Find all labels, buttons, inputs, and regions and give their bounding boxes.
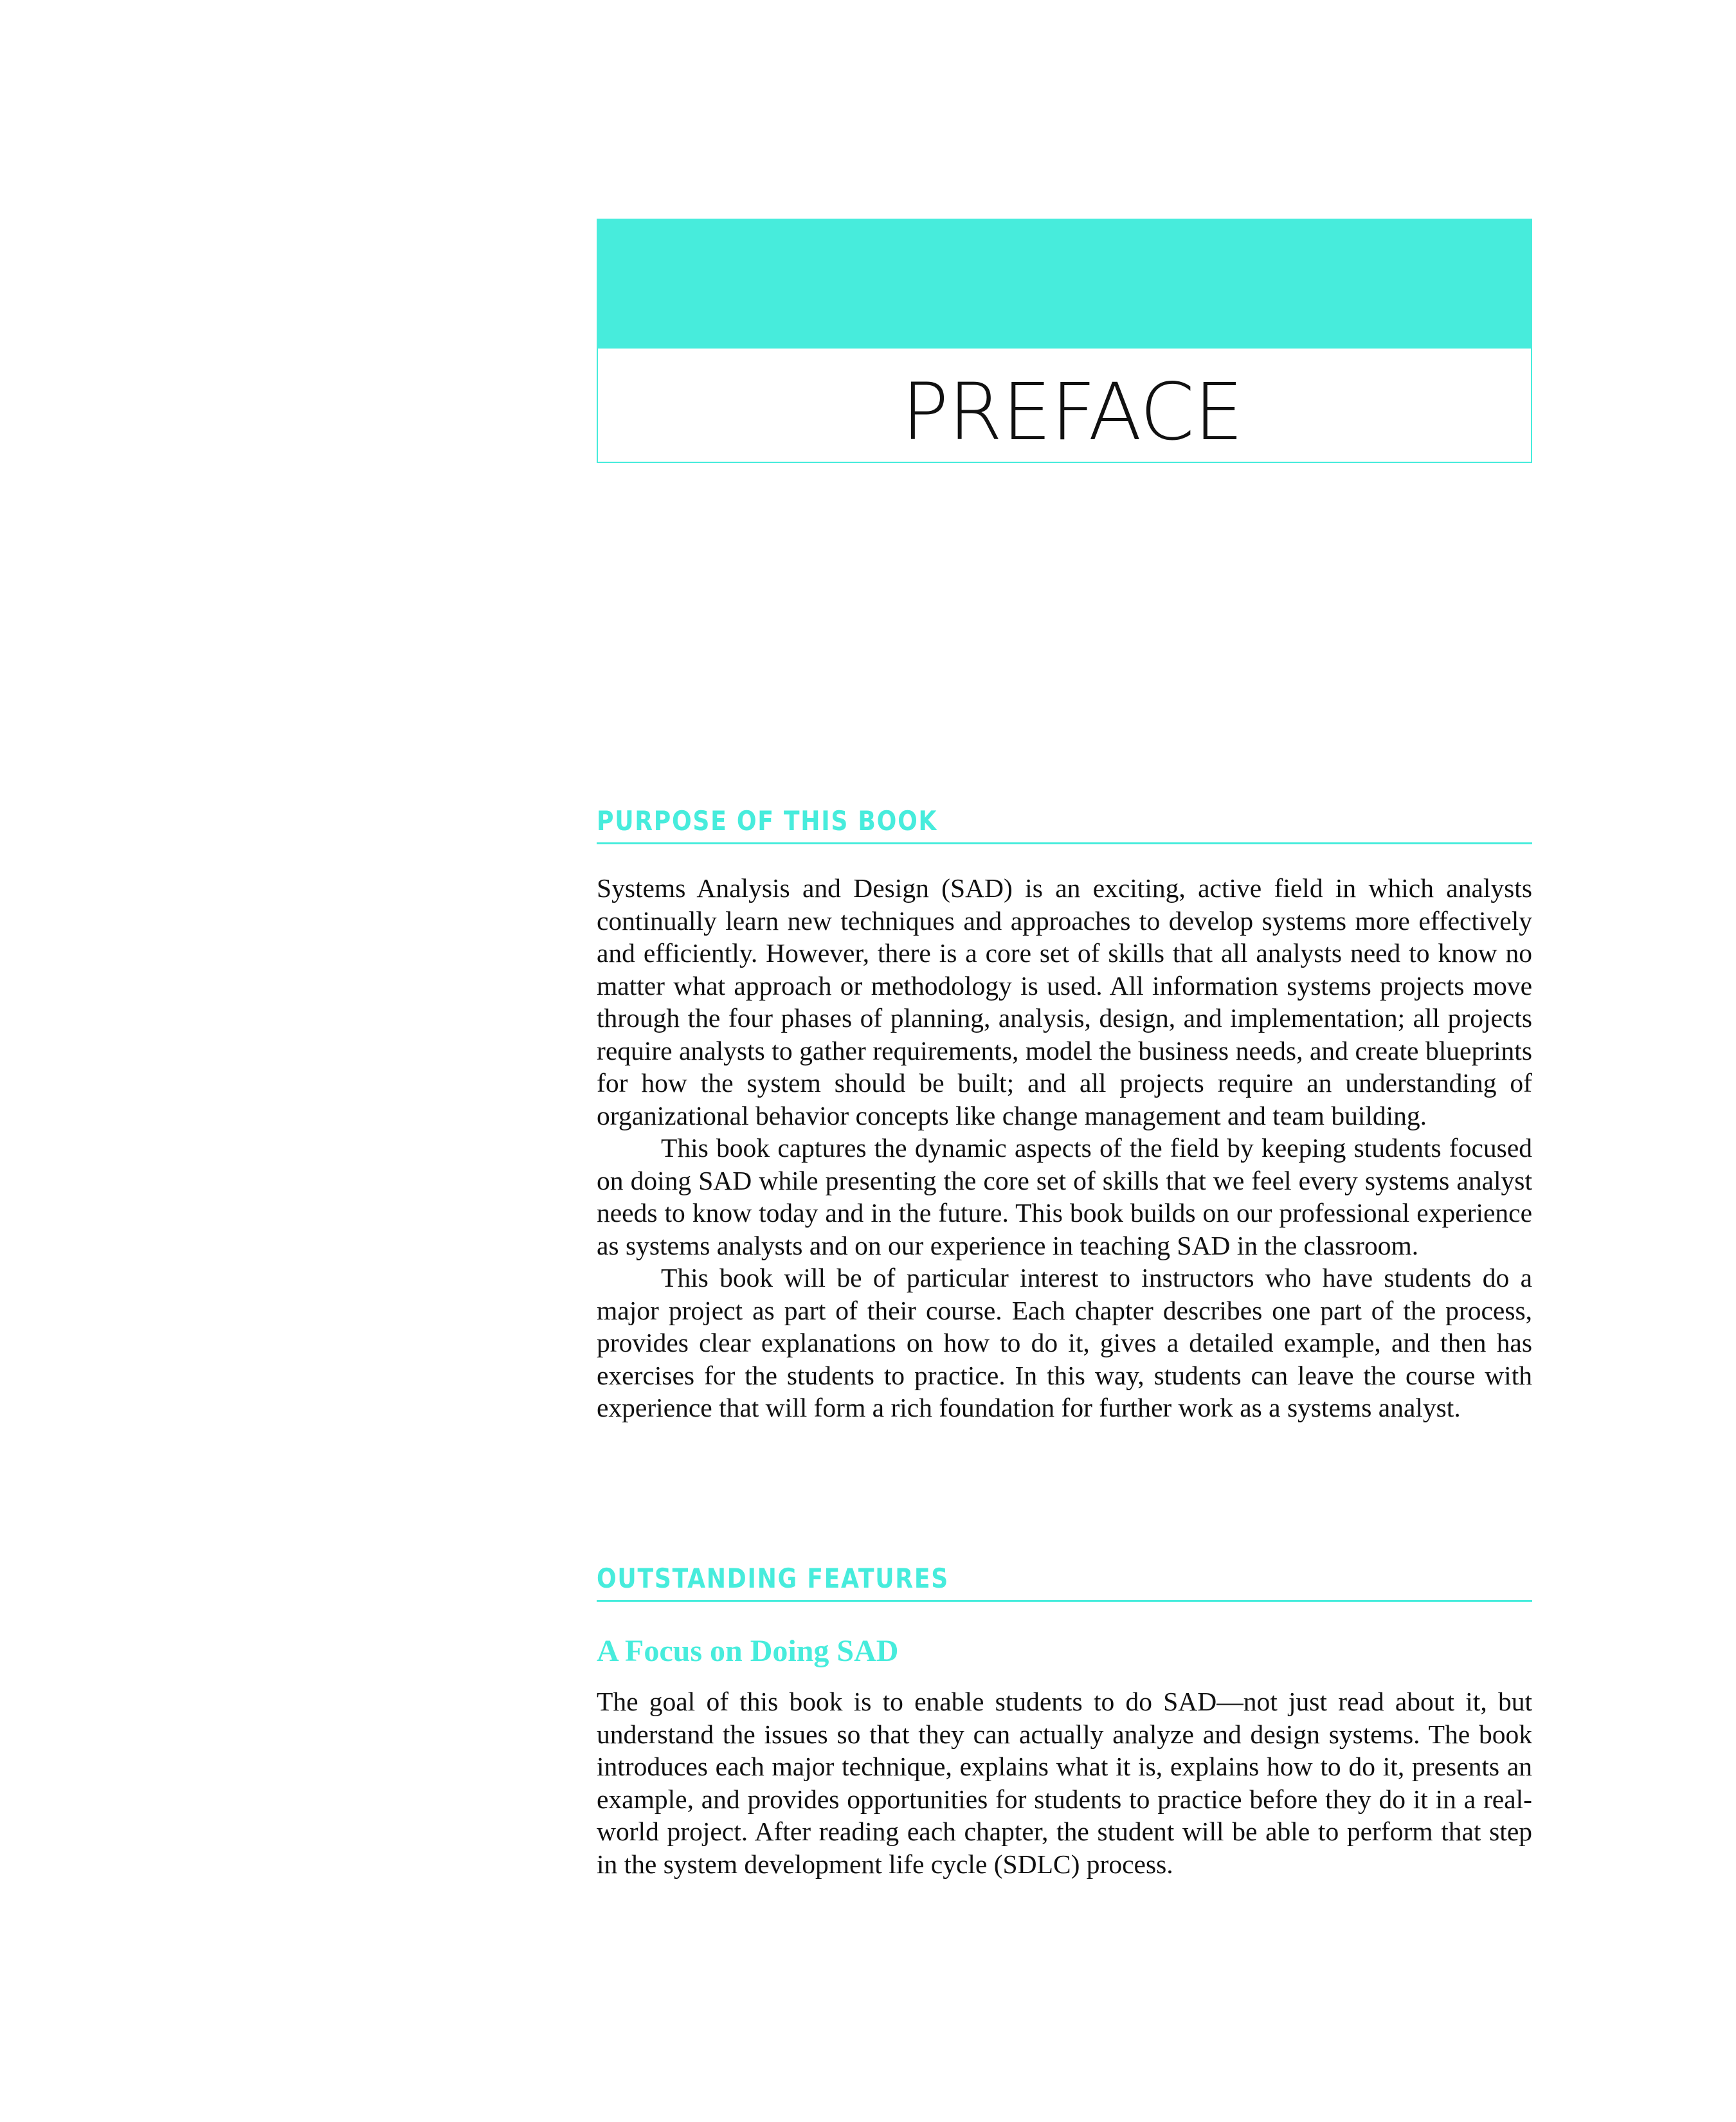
chapter-header-band (597, 219, 1532, 349)
purpose-paragraph-3: This book will be of particular interest to instructors who have students do a major project as part of their course. Each chapter describes one part of the process, provides clear explanations on how to do it, gives a detailed example, and then has exercises for the students to practice. In this way, students can leave the course with experience that will form a rich foundation for further work as a systems analyst. (597, 1263, 1532, 1422)
features-body (597, 1685, 1532, 1880)
features-paragraph-1: The goal of this book is to enable students to do SAD—not just read about it, but understand the issues so that they can actually analyze and design systems. The book introduces each major technique, explains what it is, explains how to do it, presents an example, and provides opportunities for students to practice before they do it in a real-world project. After reading each chapter, the student will be able to perform that step in the system development life cycle (SDLC) process. (597, 1687, 1532, 1879)
section-rule-purpose (597, 842, 1532, 844)
section-heading-purpose: PURPOSE OF THIS BOOK (597, 805, 938, 837)
chapter-title-box (597, 349, 1532, 463)
subheading-focus-on-doing-sad: A Focus on Doing SAD (597, 1634, 899, 1668)
purpose-body (597, 872, 1532, 1424)
chapter-title: PREFACE (901, 367, 1243, 458)
purpose-paragraph-2: This book captures the dynamic aspects of the field by keeping students focused on doing SAD while presenting the core set of skills that we feel every systems analyst needs to know today and in the future. This book builds on our professional experience as systems analysts and on our experience in teaching SAD in the classroom. (597, 1133, 1532, 1260)
purpose-paragraph-1: Systems Analysis and Design (SAD) is an exciting, active field in which analysts continually learn new techniques and approaches to develop systems more effectively and efficiently. However, there is a core set of skills that all analysts need to know no matter what approach or methodology is used. All information systems projects move through the four phases of planning, analysis, design, and implementation; all projects require analysts to gather requirements, model the business needs, and create blueprints for how the system should be built; and all projects require an understanding of organizational behavior concepts like change management and team building. (597, 873, 1532, 1130)
section-rule-features (597, 1600, 1532, 1602)
section-heading-features: OUTSTANDING FEATURES (597, 1563, 949, 1594)
